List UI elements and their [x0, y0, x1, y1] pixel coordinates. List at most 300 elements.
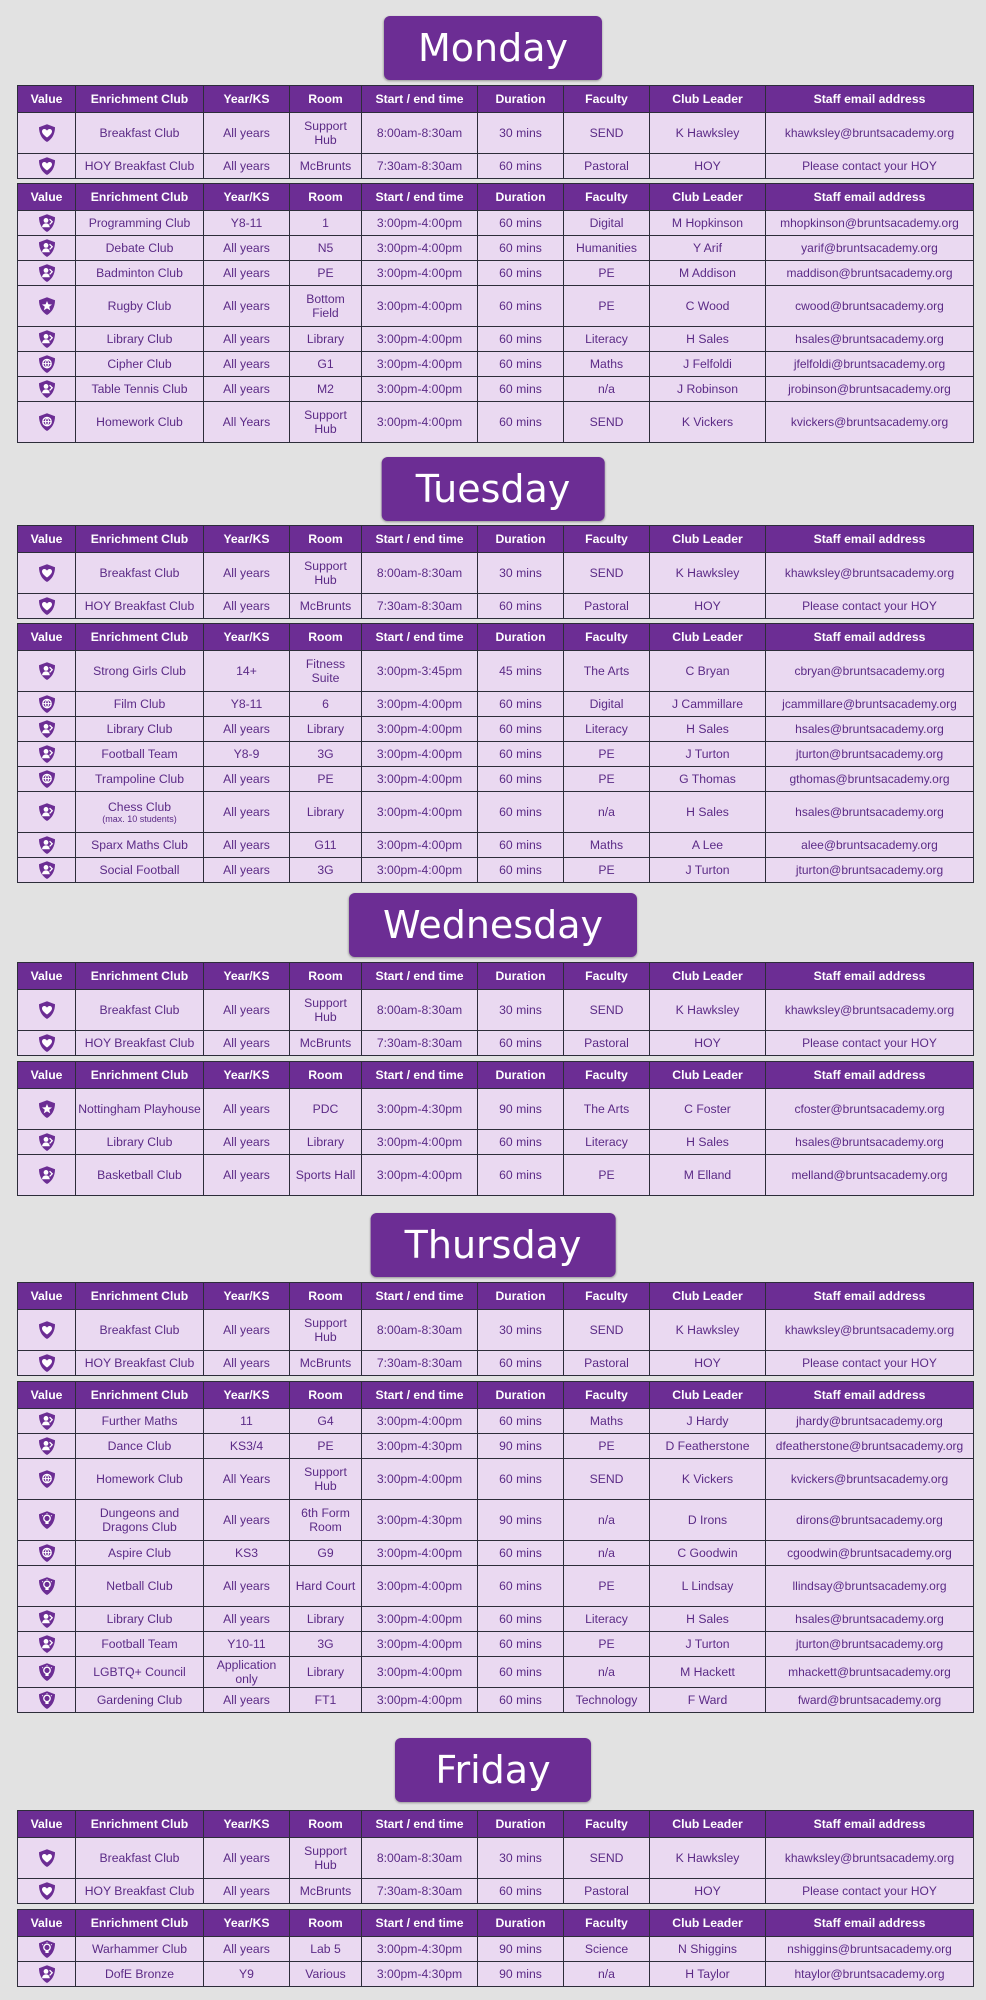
column-header: Year/KS [204, 526, 290, 553]
year-cell: All years [204, 1607, 290, 1632]
leader-cell: M Hackett [650, 1657, 766, 1688]
year-cell: Application only [204, 1657, 290, 1688]
person-shield-icon [37, 860, 57, 880]
duration-cell: 30 mins [478, 553, 564, 594]
faculty-cell: PE [564, 858, 650, 883]
table-header-row [18, 526, 974, 553]
table-row [18, 717, 974, 742]
column-header: Room [290, 1811, 362, 1838]
value-icon-cell [18, 211, 76, 236]
globe-shield-icon [37, 769, 57, 789]
club-name-cell: Nottingham Playhouse [76, 1089, 204, 1130]
duration-cell: 60 mins [478, 1351, 564, 1376]
room-cell: Bottom Field [290, 286, 362, 327]
table-row [18, 1632, 974, 1657]
bulb-shield-icon [37, 1662, 57, 1682]
faculty-cell: PE [564, 261, 650, 286]
time-cell: 3:00pm-4:00pm [362, 286, 478, 327]
table-row [18, 352, 974, 377]
room-cell: PE [290, 767, 362, 792]
club-name-cell: Breakfast Club [76, 553, 204, 594]
leader-cell: M Elland [650, 1155, 766, 1196]
time-cell: 7:30am-8:30am [362, 1879, 478, 1904]
duration-cell: 90 mins [478, 1962, 564, 1987]
leader-cell: J Turton [650, 1632, 766, 1657]
duration-cell: 60 mins [478, 594, 564, 619]
faculty-cell: Maths [564, 352, 650, 377]
room-cell: Library [290, 792, 362, 833]
table-row [18, 377, 974, 402]
table-row [18, 261, 974, 286]
table-row [18, 113, 974, 154]
time-cell: 3:00pm-4:00pm [362, 1688, 478, 1713]
table-row [18, 1541, 974, 1566]
column-header: Duration [478, 963, 564, 990]
club-name-cell: Gardening Club [76, 1688, 204, 1713]
email-cell[interactable]: gthomas@bruntsacademy.org [766, 767, 974, 792]
column-header: Value [18, 86, 76, 113]
after-school-club-table [17, 183, 974, 443]
column-header: Enrichment Club [76, 624, 204, 651]
value-icon-cell [18, 1937, 76, 1962]
email-cell[interactable]: hsales@bruntsacademy.org [766, 792, 974, 833]
day-heading: Monday [384, 16, 602, 80]
duration-cell: 60 mins [478, 742, 564, 767]
value-icon-cell [18, 792, 76, 833]
value-icon-cell [18, 261, 76, 286]
faculty-cell: Digital [564, 692, 650, 717]
club-name-cell: LGBTQ+ Council [76, 1657, 204, 1688]
room-cell: 3G [290, 858, 362, 883]
column-header: Faculty [564, 184, 650, 211]
faculty-cell: PE [564, 1632, 650, 1657]
email-cell[interactable]: mhackett@bruntsacademy.org [766, 1657, 974, 1688]
email-cell: Please contact your HOY [766, 594, 974, 619]
email-cell[interactable]: yarif@bruntsacademy.org [766, 236, 974, 261]
year-cell: All years [204, 1688, 290, 1713]
column-header: Year/KS [204, 1910, 290, 1937]
room-cell: PE [290, 261, 362, 286]
column-header: Duration [478, 1910, 564, 1937]
email-cell[interactable]: cwood@bruntsacademy.org [766, 286, 974, 327]
faculty-cell: Pastoral [564, 1031, 650, 1056]
time-cell: 3:00pm-4:00pm [362, 402, 478, 443]
table-row [18, 742, 974, 767]
value-icon-cell [18, 990, 76, 1031]
duration-cell: 60 mins [478, 1607, 564, 1632]
value-icon-cell [18, 377, 76, 402]
time-cell: 3:00pm-4:00pm [362, 1566, 478, 1607]
time-cell: 8:00am-8:30am [362, 553, 478, 594]
faculty-cell: PE [564, 286, 650, 327]
value-icon-cell [18, 402, 76, 443]
leader-cell: J Felfoldi [650, 352, 766, 377]
club-name-cell: Library Club [76, 1130, 204, 1155]
leader-cell: C Goodwin [650, 1541, 766, 1566]
time-cell: 3:00pm-4:00pm [362, 858, 478, 883]
column-header: Year/KS [204, 1062, 290, 1089]
column-header: Club Leader [650, 1062, 766, 1089]
year-cell: All years [204, 717, 290, 742]
column-header: Faculty [564, 1283, 650, 1310]
column-header: Value [18, 1062, 76, 1089]
email-cell[interactable]: llindsay@bruntsacademy.org [766, 1566, 974, 1607]
club-name-cell: Badminton Club [76, 261, 204, 286]
duration-cell: 60 mins [478, 717, 564, 742]
table-header-row [18, 1382, 974, 1409]
room-cell: PDC [290, 1089, 362, 1130]
faculty-cell: The Arts [564, 1089, 650, 1130]
table-header-row [18, 1062, 974, 1089]
column-header: Faculty [564, 1062, 650, 1089]
club-name-cell: Warhammer Club [76, 1937, 204, 1962]
room-cell: McBrunts [290, 1879, 362, 1904]
column-header: Faculty [564, 1811, 650, 1838]
value-icon-cell [18, 352, 76, 377]
value-icon-cell [18, 286, 76, 327]
column-header: Room [290, 963, 362, 990]
year-cell: All years [204, 990, 290, 1031]
table-row [18, 1031, 974, 1056]
column-header: Start / end time [362, 624, 478, 651]
email-cell[interactable]: kvickers@bruntsacademy.org [766, 1459, 974, 1500]
club-name-cell: Netball Club [76, 1566, 204, 1607]
person-shield-icon [37, 661, 57, 681]
column-header: Enrichment Club [76, 526, 204, 553]
faculty-cell: Pastoral [564, 1351, 650, 1376]
leader-cell: K Vickers [650, 1459, 766, 1500]
duration-cell: 45 mins [478, 651, 564, 692]
room-cell: M2 [290, 377, 362, 402]
value-icon-cell [18, 1500, 76, 1541]
email-cell[interactable]: jturton@bruntsacademy.org [766, 858, 974, 883]
club-name-cell: HOY Breakfast Club [76, 154, 204, 179]
leader-cell: C Bryan [650, 651, 766, 692]
table-row [18, 1434, 974, 1459]
leader-cell: K Hawksley [650, 553, 766, 594]
after-school-club-table [17, 1909, 974, 1987]
value-icon-cell [18, 692, 76, 717]
duration-cell: 60 mins [478, 154, 564, 179]
club-name-cell: Football Team [76, 1632, 204, 1657]
person-shield-icon [37, 1132, 57, 1152]
club-name-cell: Breakfast Club [76, 1838, 204, 1879]
room-cell: Support Hub [290, 402, 362, 443]
time-cell: 3:00pm-4:00pm [362, 767, 478, 792]
table-row [18, 858, 974, 883]
email-cell[interactable]: nshiggins@bruntsacademy.org [766, 1937, 974, 1962]
column-header: Value [18, 624, 76, 651]
email-cell[interactable]: cbryan@bruntsacademy.org [766, 651, 974, 692]
column-header: Start / end time [362, 86, 478, 113]
faculty-cell: SEND [564, 1838, 650, 1879]
email-cell[interactable]: hsales@bruntsacademy.org [766, 1607, 974, 1632]
email-cell[interactable]: hsales@bruntsacademy.org [766, 327, 974, 352]
column-header: Start / end time [362, 1910, 478, 1937]
email-cell[interactable]: khawksley@bruntsacademy.org [766, 553, 974, 594]
bulb-shield-icon [37, 1576, 57, 1596]
table-row [18, 1089, 974, 1130]
room-cell: N5 [290, 236, 362, 261]
leader-cell: D Irons [650, 1500, 766, 1541]
leader-cell: J Cammillare [650, 692, 766, 717]
duration-cell: 60 mins [478, 402, 564, 443]
room-cell: Library [290, 1130, 362, 1155]
email-cell[interactable]: mhopkinson@bruntsacademy.org [766, 211, 974, 236]
duration-cell: 60 mins [478, 327, 564, 352]
value-icon-cell [18, 594, 76, 619]
faculty-cell: Maths [564, 1409, 650, 1434]
room-cell: McBrunts [290, 1031, 362, 1056]
club-name-cell: Library Club [76, 1607, 204, 1632]
time-cell: 8:00am-8:30am [362, 990, 478, 1031]
year-cell: All years [204, 594, 290, 619]
table-row [18, 767, 974, 792]
year-cell: All years [204, 1031, 290, 1056]
email-cell[interactable]: khawksley@bruntsacademy.org [766, 990, 974, 1031]
leader-cell: K Hawksley [650, 990, 766, 1031]
email-cell[interactable]: hsales@bruntsacademy.org [766, 717, 974, 742]
email-cell[interactable]: kvickers@bruntsacademy.org [766, 402, 974, 443]
leader-cell: H Sales [650, 1130, 766, 1155]
club-name-cell: Football Team [76, 742, 204, 767]
heart-shield-icon [37, 1881, 57, 1901]
day-heading: Friday [395, 1738, 591, 1802]
duration-cell: 60 mins [478, 1155, 564, 1196]
club-name-cell: HOY Breakfast Club [76, 1879, 204, 1904]
faculty-cell: n/a [564, 1962, 650, 1987]
year-cell: All years [204, 1500, 290, 1541]
club-name-cell: HOY Breakfast Club [76, 594, 204, 619]
club-name-cell: DofE Bronze [76, 1962, 204, 1987]
leader-cell: J Turton [650, 742, 766, 767]
heart-shield-icon [37, 1353, 57, 1373]
club-name-cell: Further Maths [76, 1409, 204, 1434]
faculty-cell: Technology [564, 1688, 650, 1713]
table-row [18, 154, 974, 179]
column-header: Club Leader [650, 184, 766, 211]
club-name-cell: Strong Girls Club [76, 651, 204, 692]
email-cell[interactable]: cfoster@bruntsacademy.org [766, 1089, 974, 1130]
column-header: Start / end time [362, 184, 478, 211]
bulb-shield-icon [37, 1939, 57, 1959]
email-cell[interactable]: jturton@bruntsacademy.org [766, 1632, 974, 1657]
column-header: Faculty [564, 963, 650, 990]
value-icon-cell [18, 1351, 76, 1376]
room-cell: 3G [290, 1632, 362, 1657]
time-cell: 7:30am-8:30am [362, 1351, 478, 1376]
faculty-cell: Literacy [564, 1607, 650, 1632]
column-header: Room [290, 624, 362, 651]
room-cell: Support Hub [290, 113, 362, 154]
time-cell: 3:00pm-4:00pm [362, 1459, 478, 1500]
room-cell: G1 [290, 352, 362, 377]
club-name-cell: Library Club [76, 327, 204, 352]
column-header: Year/KS [204, 1811, 290, 1838]
table-row [18, 651, 974, 692]
faculty-cell: Literacy [564, 717, 650, 742]
duration-cell: 60 mins [478, 236, 564, 261]
heart-shield-icon [37, 563, 57, 583]
year-cell: All years [204, 154, 290, 179]
time-cell: 7:30am-8:30am [362, 594, 478, 619]
email-cell[interactable]: cgoodwin@bruntsacademy.org [766, 1541, 974, 1566]
column-header: Value [18, 1382, 76, 1409]
year-cell: All years [204, 1879, 290, 1904]
column-header: Club Leader [650, 526, 766, 553]
faculty-cell: PE [564, 742, 650, 767]
person-shield-icon [37, 379, 57, 399]
duration-cell: 30 mins [478, 1838, 564, 1879]
value-icon-cell [18, 1130, 76, 1155]
value-icon-cell [18, 236, 76, 261]
person-shield-icon [37, 719, 57, 739]
time-cell: 3:00pm-4:30pm [362, 1089, 478, 1130]
leader-cell: D Featherstone [650, 1434, 766, 1459]
leader-cell: H Taylor [650, 1962, 766, 1987]
email-cell[interactable]: khawksley@bruntsacademy.org [766, 1310, 974, 1351]
faculty-cell: n/a [564, 1500, 650, 1541]
table-row [18, 1351, 974, 1376]
breakfast-club-table [17, 962, 974, 1056]
email-cell[interactable]: khawksley@bruntsacademy.org [766, 113, 974, 154]
club-name-cell: Breakfast Club [76, 113, 204, 154]
column-header: Start / end time [362, 1811, 478, 1838]
duration-cell: 60 mins [478, 692, 564, 717]
table-header-row [18, 86, 974, 113]
email-cell[interactable]: hsales@bruntsacademy.org [766, 1130, 974, 1155]
room-cell: McBrunts [290, 594, 362, 619]
column-header: Enrichment Club [76, 1283, 204, 1310]
day-heading: Tuesday [382, 457, 605, 521]
room-cell: Support Hub [290, 1310, 362, 1351]
room-cell: G11 [290, 833, 362, 858]
person-shield-icon [37, 238, 57, 258]
club-name: Chess Club [108, 800, 171, 814]
room-cell: Various [290, 1962, 362, 1987]
column-header: Enrichment Club [76, 184, 204, 211]
column-header: Faculty [564, 526, 650, 553]
faculty-cell: PE [564, 767, 650, 792]
table-row [18, 1879, 974, 1904]
duration-cell: 60 mins [478, 261, 564, 286]
room-cell: G4 [290, 1409, 362, 1434]
column-header: Value [18, 1283, 76, 1310]
table-row [18, 327, 974, 352]
email-cell[interactable]: jcammillare@bruntsacademy.org [766, 692, 974, 717]
email-cell[interactable]: jhardy@bruntsacademy.org [766, 1409, 974, 1434]
value-icon-cell [18, 1607, 76, 1632]
email-cell[interactable]: jfelfoldi@bruntsacademy.org [766, 352, 974, 377]
leader-cell: F Ward [650, 1688, 766, 1713]
email-cell[interactable]: alee@bruntsacademy.org [766, 833, 974, 858]
time-cell: 8:00am-8:30am [362, 1838, 478, 1879]
duration-cell: 60 mins [478, 858, 564, 883]
year-cell: All years [204, 1566, 290, 1607]
table-row [18, 1459, 974, 1500]
year-cell: All Years [204, 1459, 290, 1500]
room-cell: Library [290, 1657, 362, 1688]
email-cell[interactable]: jrobinson@bruntsacademy.org [766, 377, 974, 402]
time-cell: 3:00pm-4:00pm [362, 211, 478, 236]
email-cell[interactable]: dirons@bruntsacademy.org [766, 1500, 974, 1541]
table-header-row [18, 963, 974, 990]
email-cell[interactable]: maddison@bruntsacademy.org [766, 261, 974, 286]
email-cell[interactable]: fward@bruntsacademy.org [766, 1688, 974, 1713]
duration-cell: 90 mins [478, 1089, 564, 1130]
faculty-cell: SEND [564, 402, 650, 443]
time-cell: 3:00pm-4:00pm [362, 742, 478, 767]
after-school-club-table [17, 1061, 974, 1196]
column-header: Duration [478, 184, 564, 211]
person-shield-icon [37, 835, 57, 855]
value-icon-cell [18, 858, 76, 883]
value-icon-cell [18, 1838, 76, 1879]
value-icon-cell [18, 1089, 76, 1130]
faculty-cell: Digital [564, 211, 650, 236]
email-cell[interactable]: jturton@bruntsacademy.org [766, 742, 974, 767]
value-icon-cell [18, 1688, 76, 1713]
year-cell: All years [204, 767, 290, 792]
year-cell: Y8-9 [204, 742, 290, 767]
email-cell[interactable]: htaylor@bruntsacademy.org [766, 1962, 974, 1987]
duration-cell: 60 mins [478, 1031, 564, 1056]
column-header: Club Leader [650, 1910, 766, 1937]
table-row [18, 833, 974, 858]
column-header: Staff email address [766, 526, 974, 553]
faculty-cell: n/a [564, 792, 650, 833]
person-shield-icon [37, 329, 57, 349]
email-cell[interactable]: khawksley@bruntsacademy.org [766, 1838, 974, 1879]
value-icon-cell [18, 1409, 76, 1434]
column-header: Enrichment Club [76, 1062, 204, 1089]
value-icon-cell [18, 1155, 76, 1196]
faculty-cell: SEND [564, 990, 650, 1031]
email-cell[interactable]: melland@bruntsacademy.org [766, 1155, 974, 1196]
email-cell[interactable]: dfeatherstone@bruntsacademy.org [766, 1434, 974, 1459]
column-header: Faculty [564, 1382, 650, 1409]
breakfast-club-table [17, 1810, 974, 1904]
duration-cell: 60 mins [478, 211, 564, 236]
table-row [18, 1566, 974, 1607]
table-row [18, 1962, 974, 1987]
room-cell: Library [290, 717, 362, 742]
year-cell: All years [204, 377, 290, 402]
table-row [18, 286, 974, 327]
time-cell: 3:00pm-4:00pm [362, 833, 478, 858]
room-cell: Sports Hall [290, 1155, 362, 1196]
leader-cell: HOY [650, 594, 766, 619]
bulb-shield-icon [37, 1510, 57, 1530]
club-name-cell: Cipher Club [76, 352, 204, 377]
column-header: Room [290, 1910, 362, 1937]
leader-cell: K Vickers [650, 402, 766, 443]
faculty-cell: SEND [564, 113, 650, 154]
club-name-cell: Debate Club [76, 236, 204, 261]
leader-cell: HOY [650, 1031, 766, 1056]
leader-cell: A Lee [650, 833, 766, 858]
year-cell: KS3/4 [204, 1434, 290, 1459]
value-icon-cell [18, 1632, 76, 1657]
year-cell: All years [204, 1937, 290, 1962]
leader-cell: Y Arif [650, 236, 766, 261]
duration-cell: 60 mins [478, 1541, 564, 1566]
leader-cell: HOY [650, 154, 766, 179]
column-header: Staff email address [766, 86, 974, 113]
value-icon-cell [18, 1459, 76, 1500]
table-row [18, 1500, 974, 1541]
club-name-cell: Homework Club [76, 1459, 204, 1500]
